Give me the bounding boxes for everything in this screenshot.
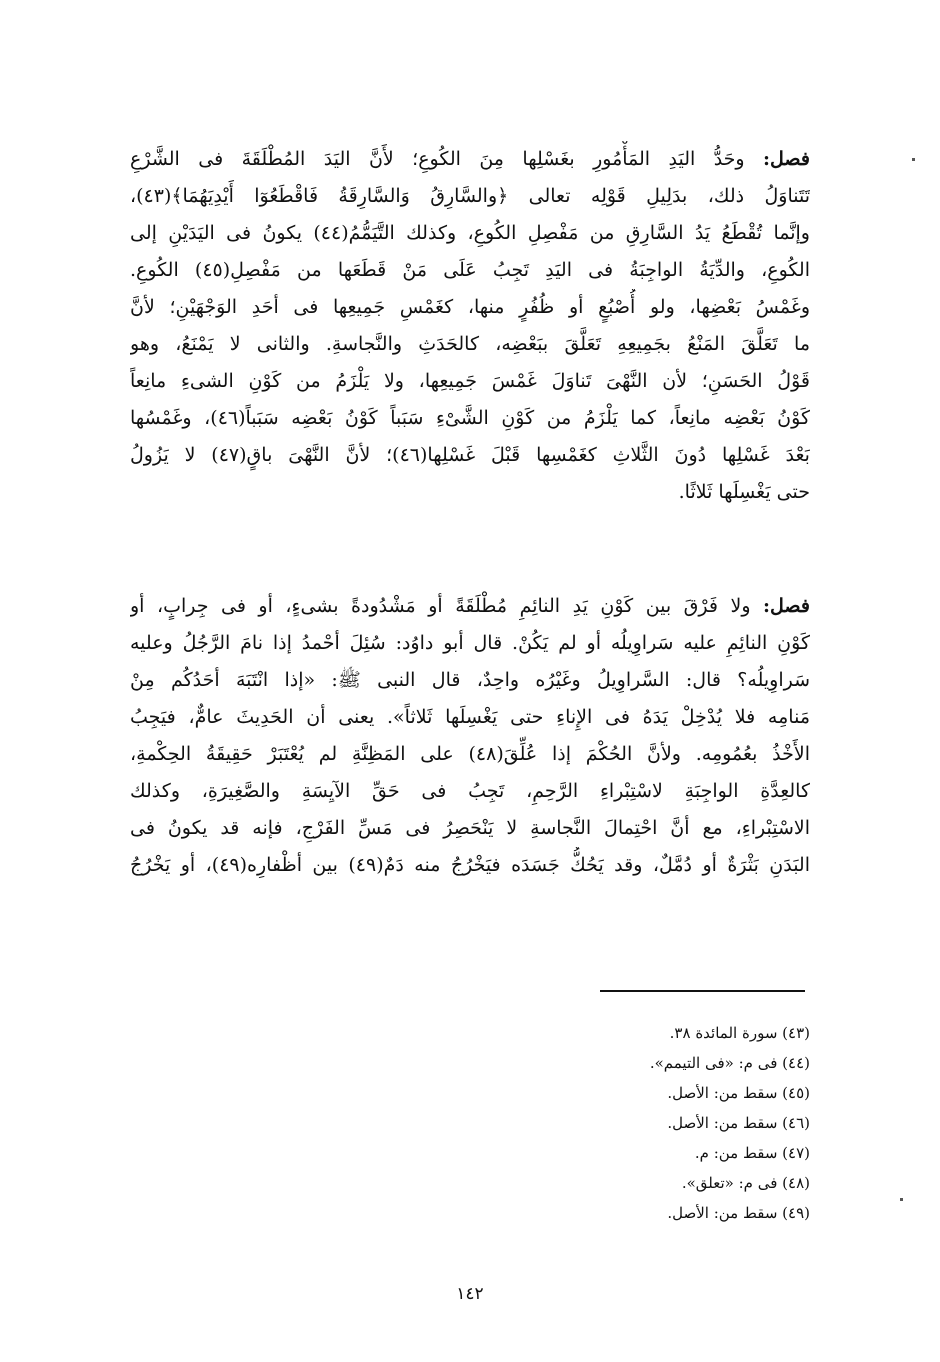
text-line: البَدَنِ بَثْرَةٌ أو دُمَّلٌ، وقد يَحُكُّ جَسَدَه فيَخْرُجُ منه دَمٌ(٤٩) بين أظْفارِه(٤٩)، أو يَخْرُجُ	[130, 854, 810, 876]
text-line: الاسْتِبْراءِ، مع أنَّ احْتِمالَ النَّجاسةِ لا يَنْحَصِرُ فى مَسِّ الفَرْجِ، فإنه قد يكونُ فى	[130, 817, 810, 839]
section-heading: فصل:	[763, 148, 810, 170]
footnote: (٤٩) سقط من: الأصل.	[667, 1204, 810, 1222]
text-line: كالعِدَّةِ الواجِبَةِ لاسْتِبْراءِ الرَّحِمِ، تَجِبُ فى حَقِّ الآيِسَةِ والصَّغِيرَةِ، وكذلك	[130, 780, 810, 802]
footnote: (٤٧) سقط من: م.	[694, 1144, 810, 1162]
text-line: وغَمْسُ بَعْضِها، ولو أُصْبُعٍ أو ظُفُرٍ منها، كغَمْسِ جَمِيعِها فى أحَدِ الوَجْهَيْنِ؛ لأنَّ	[130, 296, 810, 318]
text-run: ولا فَرْقَ بين كَوْنِ يَدِ النائِمِ مُطْلَقَةً أو مَشْدُودةً بشىءٍ، أو فى جِرابٍ، أو	[130, 595, 764, 617]
footnote: (٤٥) سقط من: الأصل.	[667, 1084, 810, 1102]
text-line: حتى يَغْسِلَها ثَلاثًا.	[678, 481, 810, 503]
text-line: كَوْنُ بَعْضِه مانِعاً، كما يَلْزَمُ من كَوْنِ الشَّىْءِ سَبَباً كَوْنُ بَعْضِه سَبَباً(٤٦)، وغَمْسُها	[130, 407, 810, 429]
footnote: (٤٨) فى م: «تعلق».	[681, 1174, 810, 1192]
scan-speck	[912, 158, 915, 161]
footnote: (٤٦) سقط من: الأصل.	[667, 1114, 810, 1132]
text-line: ما تَعَلَّقَ المَنْعُ بجَمِيعِهِ تَعَلَّقَ ببَعْضِه، كالحَدَثِ والنَّجاسةِ. والثانى لا يَمْنَعُ، وهو	[130, 333, 810, 355]
paragraph-section-1	[130, 141, 810, 511]
scan-speck	[900, 1198, 903, 1201]
text-line: كَوْنِ النائِمِ عليه سَراوِيلُه أو لم يَكُنْ. قال أبو داوُد: سُئِلَ أحْمدُ إذا نامَ الرَّجُلُ وعليه	[130, 632, 810, 654]
footnotes	[500, 1018, 810, 1228]
text-line: قَوْلُ الحَسَنِ؛ لأن النَّهْىَ تَناوَلَ غَمْسَ جَمِيعِها، ولا يَلْزَمُ من كَوْنِ الشىءِ مانِعاً	[130, 370, 810, 392]
footnote: (٤٤) فى م: «فى التيمم».	[649, 1054, 810, 1072]
text-line: وإنَّما تُقْطَعُ يَدُ السَّارِقِ من مَفْصِلِ الكُوعِ، وكذلك التَّيَمُّمُ(٤٤) يكونُ فى اليَدَيْنِ إلى	[130, 222, 810, 244]
paragraph-section-2	[130, 588, 810, 884]
text-line: الكُوعِ، والدِّيَةُ الواجِبَةُ فى اليَدِ تَجِبُ عَلَى مَنْ قَطَعَها من مَفْصِلِ(٤٥) الكُوعِ.	[130, 259, 810, 281]
footnote-separator	[600, 990, 805, 992]
text-line: الأَخْذُ بعُمُومِه. ولأنَّ الحُكْمَ إذا عُلِّقَ(٤٨) على المَظِنَّةِ لم يُعْتَبَرْ حَقِيقَةُ الحِكْمةِ،	[130, 743, 810, 765]
text-line: بَعْدَ غَسْلِها دُونَ الثَّلاثِ كغَمْسِها قَبْلَ غَسْلِها(٤٦)؛ لأنَّ النَّهْىَ باقٍ(٤٧) لا يَزُولُ	[130, 444, 810, 466]
text-run: وحَدُّ اليَدِ المَأْمُورِ بغَسْلِها مِنَ الكُوعِ؛ لأَنَّ اليَدَ المُطْلَقَةَ فى الشَّرْعِ	[130, 148, 764, 170]
text-line: تَتَناوَلُ ذلك، بدَلِيلِ قَوْلِه تعالى ﴿والسَّارِقُ وَالسَّارِقَةُ فَاقْطَعُوٓا أَيْدِيَهُمَا﴾(٤٣)،	[130, 185, 810, 207]
section-heading: فصل:	[763, 595, 810, 617]
text-line	[130, 588, 810, 625]
text-line: سَراوِيلُه؟ قال: السَّراوِيلُ وغَيْرُه واحِدٌ، قال النبى ﷺ: «إذا انْتَبَهَ أحَدُكُم مِنْ	[130, 669, 810, 691]
footnote: (٤٣) سورة المائدة ٣٨.	[669, 1024, 810, 1042]
page-number: ١٤٢	[456, 1284, 484, 1304]
text-line	[130, 141, 810, 178]
text-line: مَنامِه فلا يُدْخِلْ يَدَهُ فى الإِناءِ حتى يَغْسِلَها ثَلاثاً». يعنى أن الحَدِيثَ عامٌّ، فيَجِبُ	[130, 706, 810, 728]
